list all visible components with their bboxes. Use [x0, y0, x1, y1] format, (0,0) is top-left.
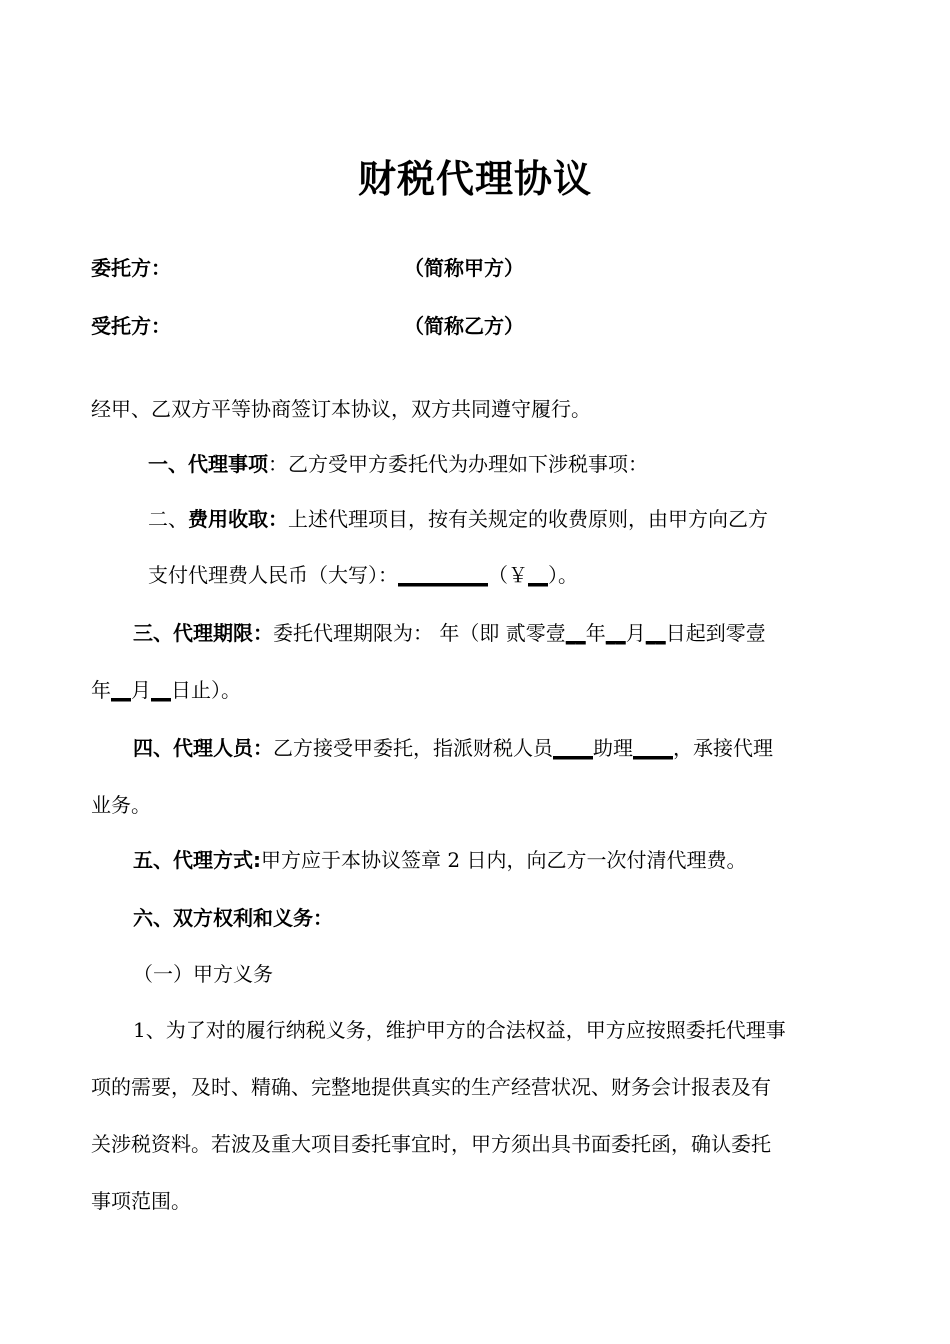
section-2-line-2	[148, 561, 578, 589]
text: 月	[625, 621, 646, 645]
section-4-body: 乙方接受甲委托，指派财税人员	[273, 736, 553, 760]
section-5-body: 甲方应于本协议签章 2 日内，向乙方一次付清代理费。	[261, 848, 747, 872]
blank: __	[645, 621, 666, 645]
fee-amount-blank: __	[528, 563, 548, 587]
section-5-heading: 五、代理方式:	[133, 848, 261, 872]
fee-currency: （￥	[488, 563, 528, 587]
agent-note: （简称乙方）	[404, 314, 524, 338]
section-4	[133, 734, 773, 762]
section-4-heading: 四、代理人员：	[133, 736, 273, 760]
blank: __	[151, 678, 171, 702]
section-3-body: 委托代理期限为： 年（即 贰零壹	[273, 621, 566, 645]
blank: __	[605, 621, 626, 645]
intro-paragraph: 经甲、乙双方平等协商签订本协议，双方共同遵守履行。	[91, 397, 591, 421]
text: 年	[91, 678, 111, 702]
document-title: 财税代理协议	[357, 157, 592, 201]
section-1	[148, 450, 648, 478]
section-2-number: 二、	[148, 507, 188, 531]
blank: __	[111, 678, 131, 702]
text: 日起到零壹	[665, 621, 766, 645]
text: 年	[585, 621, 606, 645]
item-1-line-4: 事项范围。	[91, 1189, 191, 1213]
section-2-heading: 费用收取：	[188, 507, 288, 531]
section-4-line-2: 业务。	[91, 793, 151, 817]
text: 月	[131, 678, 151, 702]
section-5	[133, 846, 746, 874]
text: 助理	[593, 736, 633, 760]
item-1-line-1: 1、为了对的履行纳税义务，维护甲方的合法权益，甲方应按照委托代理事	[133, 1018, 786, 1042]
fee-label: 支付代理费人民币（大写）：	[148, 563, 398, 587]
staff-blank: ____	[553, 736, 593, 760]
principal-label: 委托方：	[91, 256, 171, 280]
item-1-line-2: 项的需要，及时、精确、完整地提供真实的生产经营状况、财务会计报表及有	[91, 1075, 771, 1099]
text: ，承接代理	[673, 736, 773, 760]
item-1-line-3: 关涉税资料。若波及重大项目委托事宜时，甲方须出具书面委托函，确认委托	[91, 1132, 771, 1156]
fee-close: ）。	[548, 563, 578, 587]
blank: __	[565, 621, 586, 645]
subsection-party-a-duties: （一）甲方义务	[133, 962, 273, 986]
fee-words-blank: _________	[398, 563, 488, 587]
section-2	[148, 505, 768, 533]
section-3-line-2	[91, 676, 241, 704]
section-6-heading: 六、双方权利和义务：	[133, 906, 333, 930]
section-2-body: 上述代理项目，按有关规定的收费原则，由甲方向乙方	[288, 507, 768, 531]
section-3	[133, 619, 766, 647]
assistant-blank: ____	[633, 736, 673, 760]
section-3-heading: 三、代理期限：	[133, 621, 273, 645]
principal-note: （简称甲方）	[404, 256, 524, 280]
section-1-heading: 一、代理事项	[148, 452, 268, 476]
section-1-body: ：乙方受甲方委托代为办理如下涉税事项：	[268, 452, 648, 476]
text: 日止）。	[171, 678, 241, 702]
agent-label: 受托方：	[91, 314, 171, 338]
